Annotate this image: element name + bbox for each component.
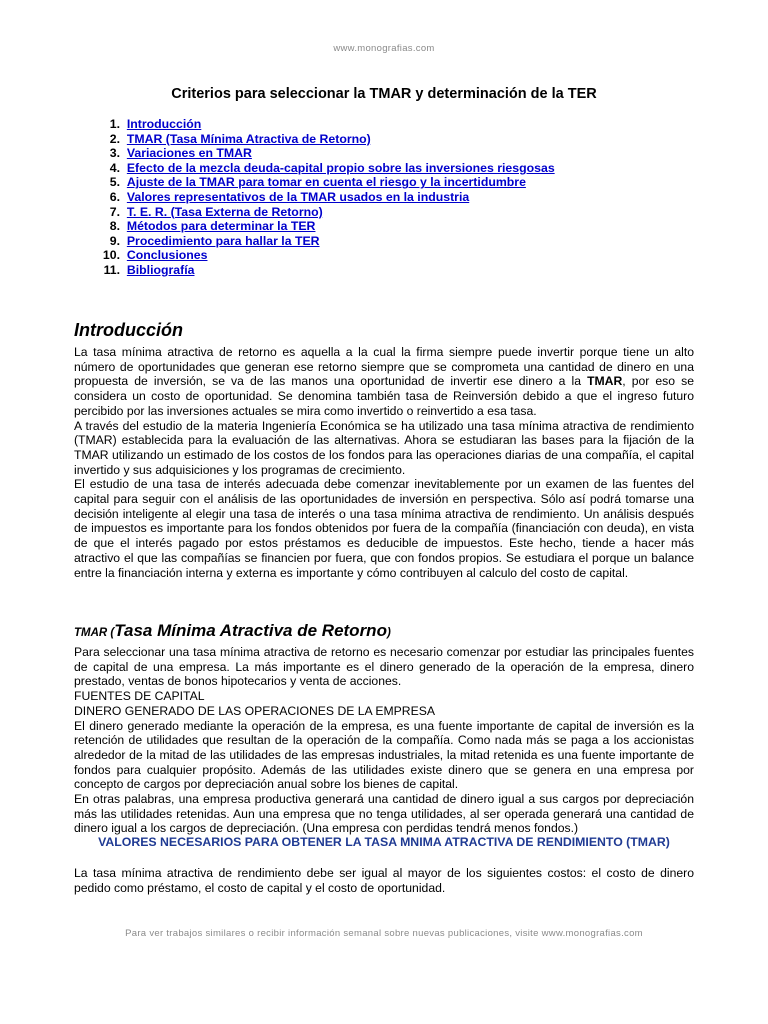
toc-number: 11.: [103, 262, 120, 277]
toc-link-introduccion[interactable]: Introducción: [126, 117, 202, 131]
toc-item: [74, 146, 555, 161]
intro-section-body: [74, 345, 694, 580]
intro-paragraph: El estudio de una tasa de interés adecuada debe comenzar inevitablemente por un examen de las fuentes del capital para seguir con el análisis de las oportunidades de inversión en perspectiva. Sólo así podrá tomarse una decisión inteligente al elegir una tasa de interés o una tasa mínima atractiva de rendimiento. Un análisis después de impuestos es importante para los fondos obtenidos por fuera de la compañía (financiación con deuda), en vista de que el interés pagado por estos préstamos es deducible de impuestos. Este hecho, tiende a hacer más atractivo el que las compañías se financien por fuera, que con fondos propios. Se estudiara el porque un balance entre la financiación interna y externa es importante y cómo contribuyen al calculo del costo de capital.: [74, 477, 694, 580]
tmar-paragraph: En otras palabras, una empresa productiva generará una cantidad de dinero igual a sus cargos por depreciación más las utilidades retenidas. Aun una empresa que no tenga utilidades, al ser operada generará una cantidad de dinero igual a los cargos de depreciación. (Una empresa con perdidas tendrá menos fondos.): [74, 792, 694, 836]
section-heading-tmar: [74, 621, 391, 641]
toc-item: [74, 219, 555, 234]
intro-paragraph: A través del estudio de la materia Ingeniería Económica se ha utilizado una tasa mínima atractiva de rendimiento (TMAR) establecida para la evaluación de las alternativas. Ahora se estudiaran las bases para la fijación de la TMAR utilizando un estimado de los costos de los fondos para las operaciones diarias de una compañía, el capital invertido y sus adquisiciones y los programas de crecimiento.: [74, 418, 694, 477]
document-title: Criterios para seleccionar la TMAR y determinación de la TER: [171, 86, 597, 102]
valores-section-body: [74, 866, 694, 895]
toc-item: [74, 205, 555, 220]
site-header: www.monografias.com: [333, 43, 435, 54]
tmar-section-body: [74, 645, 694, 836]
toc-number: 10.: [102, 248, 120, 263]
table-of-contents: [74, 117, 555, 278]
toc-number: 5.: [109, 175, 120, 190]
toc-item: [74, 161, 555, 176]
toc-item: [74, 175, 555, 190]
toc-link-conclusiones[interactable]: Conclusiones: [126, 248, 208, 263]
tmar-paragraph: Para seleccionar una tasa mínima atractiva de retorno es necesario comenzar por estudiar las principales fuentes de capital de una empresa. La más importante es el dinero generado de la operación de la empresa, dinero prestado, ventas de bonos hipotecarios y venta de acciones.: [74, 645, 694, 689]
tmar-line: DINERO GENERADO DE LAS OPERACIONES DE LA EMPRESA: [74, 703, 435, 718]
heading-prefix: TMAR (: [74, 627, 115, 639]
tmar-line: FUENTES DE CAPITAL: [74, 689, 205, 704]
intro-text: , por eso se considera un costo de oportunidad. Se denomina también tasa de Reinversión debido a que el ingreso futuro percibido por las inversiones actuales se mira como invertido o reinvertido a esa tasa.: [74, 374, 694, 418]
toc-link-valores-representativos[interactable]: Valores representativos de la TMAR usados en la industria: [126, 189, 470, 204]
toc-link-variaciones[interactable]: Variaciones en TMAR: [126, 146, 252, 161]
subsection-heading-valores: VALORES NECESARIOS PARA OBTENER LA TASA MNIMA ATRACTIVA DE RENDIMIENTO (TMAR): [98, 835, 670, 849]
toc-link-bibliografia[interactable]: Bibliografía: [126, 262, 195, 277]
toc-number: 9.: [109, 233, 120, 248]
toc-number: 4.: [109, 160, 120, 175]
toc-number: 6.: [109, 189, 120, 204]
toc-item: [74, 234, 555, 249]
toc-item: [74, 263, 555, 278]
toc-item: [74, 248, 555, 263]
toc-item: [74, 190, 555, 205]
toc-link-ajuste-tmar[interactable]: Ajuste de la TMAR para tomar en cuenta el riesgo y la incertidumbre: [126, 175, 526, 190]
toc-number: 7.: [109, 204, 120, 219]
toc-number: 8.: [109, 219, 120, 234]
toc-link-procedimiento-ter[interactable]: Procedimiento para hallar la TER: [126, 233, 320, 248]
toc-link-metodos-ter[interactable]: Métodos para determinar la TER: [126, 219, 316, 234]
toc-link-efecto-mezcla[interactable]: Efecto de la mezcla deuda-capital propio sobre las inversiones riesgosas: [126, 160, 555, 175]
intro-text: La tasa mínima atractiva de retorno es aquella a la cual la firma siempre puede invertir porque tiene un alto número de oportunidades que generan ese retorno siempre que se comprometa una cantidad de dinero en una propuesta de inversión, se va de las manos una oportunidad de invertir ese dinero a la: [74, 345, 694, 389]
intro-paragraph: [74, 345, 694, 419]
tmar-paragraph: El dinero generado mediante la operación de la empresa, es una fuente importante de capital de inversión es la retención de utilidades que resultan de la operación de la compañía. Como nada más se paga a los accionistas alrededor de la mitad de las utilidades de las empresas industriales, la mitad retenida es una fuente importante de fondos para cualquier propósito. Además de las utilidades existe dinero que se genera en una empresa por concepto de cargos por depreciación anual sobre los bienes de capital.: [74, 718, 694, 792]
heading-suffix: ): [386, 627, 391, 639]
toc-link-tmar[interactable]: TMAR (Tasa Mínima Atractiva de Retorno): [126, 131, 371, 146]
toc-number: 2.: [109, 131, 120, 146]
intro-bold-term: TMAR: [587, 374, 623, 389]
site-footer: Para ver trabajos similares o recibir información semanal sobre nuevas publicaciones, visite www.monografias.com: [125, 928, 643, 939]
toc-link-ter[interactable]: T. E. R. (Tasa Externa de Retorno): [126, 204, 323, 219]
valores-paragraph: La tasa mínima atractiva de rendimiento debe ser igual al mayor de los siguientes costos: el costo de dinero pedido como préstamo, el costo de capital y el costo de oportunidad.: [74, 866, 694, 895]
toc-item: [74, 132, 555, 147]
heading-main: Tasa Mínima Atractiva de Retorno: [114, 621, 387, 640]
toc-number: 3.: [109, 146, 120, 161]
toc-item: [74, 117, 555, 132]
section-heading-introduccion: Introducción: [74, 320, 183, 340]
toc-number: 1.: [109, 117, 120, 131]
